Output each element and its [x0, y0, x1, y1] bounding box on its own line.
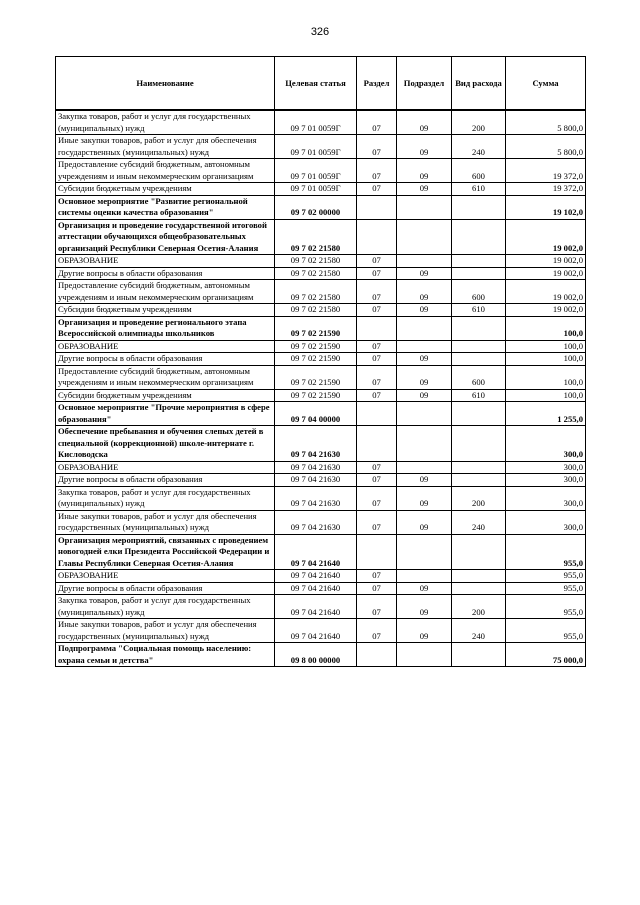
- cell-kind: [452, 219, 506, 255]
- table-row: [56, 183, 586, 196]
- cell-code: 09 7 02 21590: [275, 365, 357, 389]
- cell-sum: 955,0: [506, 534, 586, 570]
- cell-section: 07: [357, 159, 397, 183]
- cell-subsection: 09: [397, 619, 452, 643]
- cell-subsection: 09: [397, 353, 452, 366]
- header-subsection: Подраздел: [397, 57, 452, 111]
- cell-subsection: 09: [397, 595, 452, 619]
- cell-section: 07: [357, 110, 397, 135]
- cell-kind: [452, 340, 506, 353]
- table-row: [56, 474, 586, 487]
- table-row: [56, 461, 586, 474]
- cell-kind: 600: [452, 365, 506, 389]
- cell-section: 07: [357, 582, 397, 595]
- cell-code: 09 7 04 21630: [275, 426, 357, 462]
- table-row: [56, 534, 586, 570]
- cell-name: Другие вопросы в области образования: [56, 267, 275, 280]
- cell-subsection: [397, 643, 452, 667]
- cell-kind: 610: [452, 389, 506, 402]
- cell-kind: [452, 316, 506, 340]
- cell-subsection: [397, 402, 452, 426]
- cell-kind: [452, 534, 506, 570]
- cell-code: 09 7 04 21630: [275, 486, 357, 510]
- cell-name: Основное мероприятие "Развитие региональной системы оценки качества образования": [56, 195, 275, 219]
- table-row: [56, 267, 586, 280]
- cell-code: 09 7 02 00000: [275, 195, 357, 219]
- cell-sum: 19 002,0: [506, 255, 586, 268]
- cell-subsection: 09: [397, 510, 452, 534]
- cell-sum: 19 002,0: [506, 219, 586, 255]
- cell-sum: 955,0: [506, 595, 586, 619]
- cell-section: [357, 402, 397, 426]
- table-row: [56, 219, 586, 255]
- cell-section: [357, 316, 397, 340]
- cell-name: Закупка товаров, работ и услуг для государственных (муниципальных) нужд: [56, 110, 275, 135]
- cell-section: 07: [357, 183, 397, 196]
- cell-subsection: [397, 461, 452, 474]
- cell-sum: 19 002,0: [506, 267, 586, 280]
- table-row: [56, 110, 586, 135]
- table-row: [56, 582, 586, 595]
- cell-code: 09 7 02 21580: [275, 255, 357, 268]
- cell-subsection: [397, 195, 452, 219]
- header-code: Целевая статья: [275, 57, 357, 111]
- cell-name: Предоставление субсидий бюджетным, автономным учреждениям и иным некоммерческим организациям: [56, 280, 275, 304]
- cell-kind: 610: [452, 183, 506, 196]
- cell-sum: 100,0: [506, 340, 586, 353]
- cell-sum: 955,0: [506, 619, 586, 643]
- cell-code: 09 7 02 21590: [275, 389, 357, 402]
- table-row: [56, 643, 586, 667]
- cell-sum: 300,0: [506, 461, 586, 474]
- cell-sum: 1 255,0: [506, 402, 586, 426]
- cell-name: ОБРАЗОВАНИЕ: [56, 570, 275, 583]
- cell-subsection: 09: [397, 110, 452, 135]
- cell-name: Организация мероприятий, связанных с проведением новогодней елки Президента Российской Федерации и Главы Республики Северная Осетия-Алания: [56, 534, 275, 570]
- table-row: [56, 389, 586, 402]
- cell-section: 07: [357, 267, 397, 280]
- cell-kind: [452, 570, 506, 583]
- cell-subsection: [397, 340, 452, 353]
- cell-section: 07: [357, 353, 397, 366]
- table-row: [56, 304, 586, 317]
- cell-name: Предоставление субсидий бюджетным, автономным учреждениям и иным некоммерческим организациям: [56, 159, 275, 183]
- page-number: 326: [310, 26, 330, 38]
- cell-section: 07: [357, 486, 397, 510]
- cell-kind: 200: [452, 486, 506, 510]
- cell-subsection: 09: [397, 280, 452, 304]
- table-row: [56, 510, 586, 534]
- cell-sum: 100,0: [506, 389, 586, 402]
- header-kind: Вид расхода: [452, 57, 506, 111]
- cell-sum: 19 102,0: [506, 195, 586, 219]
- cell-code: 09 7 04 21640: [275, 595, 357, 619]
- cell-subsection: 09: [397, 365, 452, 389]
- table-body: [56, 110, 586, 667]
- cell-subsection: 09: [397, 183, 452, 196]
- cell-kind: 240: [452, 135, 506, 159]
- table-header-row: [56, 57, 586, 111]
- cell-name: ОБРАЗОВАНИЕ: [56, 255, 275, 268]
- cell-section: 07: [357, 389, 397, 402]
- cell-code: 09 7 01 0059Г: [275, 110, 357, 135]
- cell-section: [357, 219, 397, 255]
- cell-code: 09 7 04 21630: [275, 474, 357, 487]
- cell-name: Закупка товаров, работ и услуг для государственных (муниципальных) нужд: [56, 486, 275, 510]
- cell-subsection: [397, 219, 452, 255]
- cell-subsection: [397, 426, 452, 462]
- cell-kind: [452, 353, 506, 366]
- cell-name: Организация и проведение государственной итоговой аттестации обучающихся общеобразовательных организаций Республики Северная Осетия-Алания: [56, 219, 275, 255]
- cell-subsection: 09: [397, 486, 452, 510]
- cell-section: 07: [357, 474, 397, 487]
- cell-subsection: 09: [397, 389, 452, 402]
- cell-sum: 300,0: [506, 486, 586, 510]
- cell-code: 09 7 01 0059Г: [275, 159, 357, 183]
- cell-subsection: 09: [397, 135, 452, 159]
- cell-sum: 19 002,0: [506, 280, 586, 304]
- cell-sum: 19 002,0: [506, 304, 586, 317]
- header-sum: Сумма: [506, 57, 586, 111]
- cell-name: Иные закупки товаров, работ и услуг для обеспечения государственных (муниципальных) нужд: [56, 619, 275, 643]
- cell-code: 09 7 04 21630: [275, 510, 357, 534]
- cell-section: 07: [357, 461, 397, 474]
- cell-kind: 240: [452, 619, 506, 643]
- cell-subsection: [397, 316, 452, 340]
- table-row: [56, 595, 586, 619]
- table-row: [56, 486, 586, 510]
- table-row: [56, 280, 586, 304]
- cell-section: [357, 426, 397, 462]
- cell-subsection: [397, 255, 452, 268]
- cell-name: Обеспечение пребывания и обучения слепых детей в специальной (коррекционной) школе-интернате г. Кисловодска: [56, 426, 275, 462]
- cell-name: Другие вопросы в области образования: [56, 353, 275, 366]
- cell-kind: [452, 267, 506, 280]
- table-row: [56, 159, 586, 183]
- table-row: [56, 353, 586, 366]
- cell-subsection: 09: [397, 582, 452, 595]
- cell-subsection: 09: [397, 267, 452, 280]
- cell-name: Закупка товаров, работ и услуг для государственных (муниципальных) нужд: [56, 595, 275, 619]
- cell-section: [357, 534, 397, 570]
- cell-name: Организация и проведение регионального этапа Всероссийской олимпиады школьников: [56, 316, 275, 340]
- cell-sum: 100,0: [506, 353, 586, 366]
- cell-code: 09 7 04 21640: [275, 534, 357, 570]
- cell-kind: [452, 643, 506, 667]
- cell-code: 09 7 04 21640: [275, 582, 357, 595]
- cell-kind: 600: [452, 159, 506, 183]
- cell-section: [357, 643, 397, 667]
- cell-code: 09 7 02 21580: [275, 267, 357, 280]
- cell-kind: [452, 255, 506, 268]
- cell-name: Субсидии бюджетным учреждениям: [56, 389, 275, 402]
- cell-code: 09 7 02 21590: [275, 340, 357, 353]
- table-row: [56, 365, 586, 389]
- cell-kind: [452, 582, 506, 595]
- cell-section: [357, 195, 397, 219]
- header-name: Наименование: [56, 57, 275, 111]
- table-row: [56, 195, 586, 219]
- cell-subsection: 09: [397, 474, 452, 487]
- cell-section: 07: [357, 619, 397, 643]
- cell-kind: [452, 474, 506, 487]
- cell-section: 07: [357, 340, 397, 353]
- cell-section: 07: [357, 280, 397, 304]
- cell-kind: [452, 402, 506, 426]
- table-row: [56, 340, 586, 353]
- cell-sum: 955,0: [506, 582, 586, 595]
- cell-code: 09 7 04 21630: [275, 461, 357, 474]
- cell-code: 09 7 01 0059Г: [275, 183, 357, 196]
- cell-subsection: 09: [397, 304, 452, 317]
- cell-section: 07: [357, 570, 397, 583]
- cell-section: 07: [357, 135, 397, 159]
- cell-code: 09 7 02 21580: [275, 219, 357, 255]
- cell-kind: 240: [452, 510, 506, 534]
- cell-name: Иные закупки товаров, работ и услуг для обеспечения государственных (муниципальных) нужд: [56, 510, 275, 534]
- cell-code: 09 8 00 00000: [275, 643, 357, 667]
- cell-name: Другие вопросы в области образования: [56, 474, 275, 487]
- table-row: [56, 570, 586, 583]
- cell-section: 07: [357, 365, 397, 389]
- cell-code: 09 7 02 21590: [275, 353, 357, 366]
- cell-sum: 300,0: [506, 426, 586, 462]
- cell-sum: 955,0: [506, 570, 586, 583]
- table-row: [56, 135, 586, 159]
- cell-name: Субсидии бюджетным учреждениям: [56, 304, 275, 317]
- cell-section: 07: [357, 595, 397, 619]
- cell-name: Предоставление субсидий бюджетным, автономным учреждениям и иным некоммерческим организациям: [56, 365, 275, 389]
- cell-subsection: [397, 570, 452, 583]
- table-row: [56, 426, 586, 462]
- cell-code: 09 7 02 21580: [275, 280, 357, 304]
- cell-kind: 600: [452, 280, 506, 304]
- table-row: [56, 316, 586, 340]
- header-section: Раздел: [357, 57, 397, 111]
- cell-sum: 100,0: [506, 316, 586, 340]
- cell-section: 07: [357, 255, 397, 268]
- cell-code: 09 7 04 00000: [275, 402, 357, 426]
- cell-subsection: 09: [397, 159, 452, 183]
- cell-kind: 200: [452, 110, 506, 135]
- cell-kind: 200: [452, 595, 506, 619]
- cell-sum: 75 000,0: [506, 643, 586, 667]
- cell-name: Основное мероприятие "Прочие мероприятия в сфере образования": [56, 402, 275, 426]
- cell-kind: 610: [452, 304, 506, 317]
- budget-table: [55, 56, 586, 667]
- cell-name: Иные закупки товаров, работ и услуг для обеспечения государственных (муниципальных) нужд: [56, 135, 275, 159]
- cell-code: 09 7 01 0059Г: [275, 135, 357, 159]
- cell-name: ОБРАЗОВАНИЕ: [56, 461, 275, 474]
- table-row: [56, 619, 586, 643]
- table-row: [56, 402, 586, 426]
- cell-name: Субсидии бюджетным учреждениям: [56, 183, 275, 196]
- cell-kind: [452, 461, 506, 474]
- cell-sum: 300,0: [506, 510, 586, 534]
- cell-sum: 100,0: [506, 365, 586, 389]
- cell-name: Другие вопросы в области образования: [56, 582, 275, 595]
- cell-code: 09 7 04 21640: [275, 570, 357, 583]
- table-row: [56, 255, 586, 268]
- cell-kind: [452, 195, 506, 219]
- cell-code: 09 7 02 21580: [275, 304, 357, 317]
- cell-name: ОБРАЗОВАНИЕ: [56, 340, 275, 353]
- cell-sum: 300,0: [506, 474, 586, 487]
- cell-sum: 19 372,0: [506, 159, 586, 183]
- cell-section: 07: [357, 510, 397, 534]
- cell-subsection: [397, 534, 452, 570]
- cell-name: Подпрограмма "Социальная помощь населению: охрана семьи и детства": [56, 643, 275, 667]
- cell-sum: 19 372,0: [506, 183, 586, 196]
- cell-sum: 5 800,0: [506, 110, 586, 135]
- cell-kind: [452, 426, 506, 462]
- cell-section: 07: [357, 304, 397, 317]
- cell-sum: 5 800,0: [506, 135, 586, 159]
- cell-code: 09 7 04 21640: [275, 619, 357, 643]
- cell-code: 09 7 02 21590: [275, 316, 357, 340]
